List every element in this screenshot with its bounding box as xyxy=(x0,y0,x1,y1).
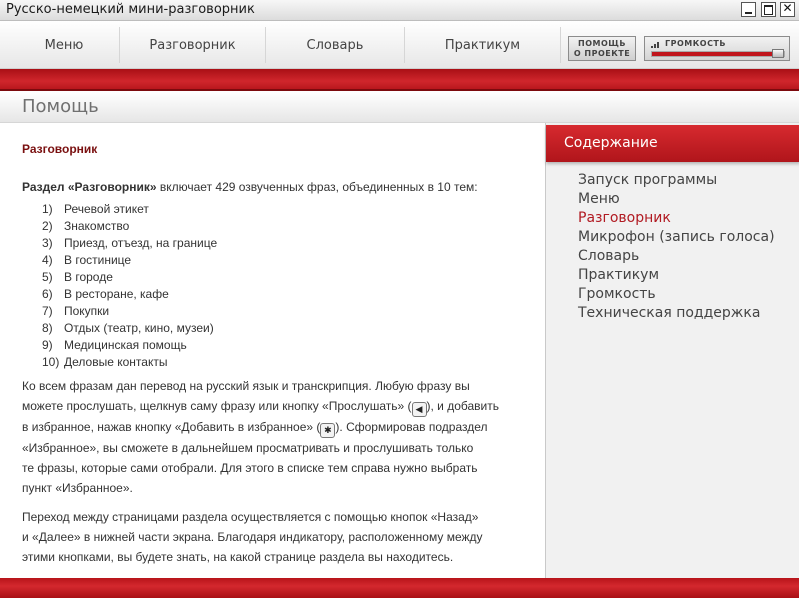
paragraph-line: пункт «Избранное». xyxy=(22,481,133,495)
toc-sidebar xyxy=(545,123,799,578)
topic-list xyxy=(42,201,217,371)
text-fragment: в избранное, нажав кнопку «Добавить в избранное» ( xyxy=(22,420,321,434)
intro-text xyxy=(22,180,478,194)
list-item xyxy=(42,269,217,286)
list-item xyxy=(42,354,217,371)
volume-slider-thumb[interactable] xyxy=(772,49,784,58)
list-item xyxy=(42,337,217,354)
window-titlebar xyxy=(0,0,799,21)
help-content xyxy=(0,123,544,578)
paragraph-line: те фразы, которые сами отобрали. Для этого в списке тем справа нужно выбрать xyxy=(22,461,478,475)
toc-item-practice[interactable]: Практикум xyxy=(578,267,660,283)
paragraph-line xyxy=(22,417,522,438)
list-item xyxy=(42,303,217,320)
toc-item-support[interactable]: Техническая поддержка xyxy=(578,305,761,321)
topic-number: 3) xyxy=(42,236,53,250)
topic-text: Медицинская помощь xyxy=(64,338,187,352)
page-header xyxy=(0,92,799,123)
menu-item-phrasebook[interactable]: Разговорник xyxy=(149,38,236,53)
topic-text: Покупки xyxy=(64,304,110,318)
topic-number: 8) xyxy=(42,321,53,335)
topic-number: 10) xyxy=(42,355,60,369)
paragraph-navigation xyxy=(22,507,522,567)
topic-text: В городе xyxy=(64,270,113,284)
intro-rest: включает 429 озвученных фраз, объединенных в 10 тем: xyxy=(156,180,478,194)
topic-number: 2) xyxy=(42,219,53,233)
toc-item-menu[interactable]: Меню xyxy=(578,191,620,207)
topic-text: Отдых (театр, кино, музеи) xyxy=(64,321,214,335)
topic-text: Речевой этикет xyxy=(64,202,149,216)
header-red-band xyxy=(0,69,799,91)
toc-item-launch[interactable]: Запуск программы xyxy=(578,172,718,188)
help-about-button[interactable] xyxy=(568,36,636,61)
menu-item-practice[interactable]: Практикум xyxy=(444,38,521,53)
paragraph-line xyxy=(22,396,522,417)
paragraph-line: этими кнопками, вы будете знать, на какой странице раздела вы находитесь. xyxy=(22,550,454,564)
topic-text: В гостинице xyxy=(64,253,132,267)
toc-header xyxy=(546,125,799,162)
volume-label: ГРОМКОСТЬ xyxy=(665,39,726,48)
section-title: Разговорник xyxy=(22,142,98,156)
topic-number: 1) xyxy=(42,202,53,216)
topic-text: Деловые контакты xyxy=(64,355,168,369)
text-fragment: можете прослушать, щелкнув саму фразу или кнопку «Прослушать» ( xyxy=(22,399,412,413)
volume-slider-track[interactable] xyxy=(651,51,785,57)
close-button[interactable] xyxy=(780,2,795,17)
topic-number: 7) xyxy=(42,304,53,318)
topic-number: 6) xyxy=(42,287,53,301)
about-label: О ПРОЕКТЕ xyxy=(573,49,631,58)
volume-control[interactable] xyxy=(644,36,790,61)
toc-item-microphone[interactable]: Микрофон (запись голоса) xyxy=(578,229,775,245)
toc-title: Содержание xyxy=(564,135,658,151)
paragraph-translation xyxy=(22,376,522,498)
toc-item-volume[interactable]: Громкость xyxy=(578,286,656,302)
volume-level-fill xyxy=(652,52,784,56)
play-icon: ◀ xyxy=(412,402,427,417)
toc-list xyxy=(578,171,775,323)
toc-item-dictionary[interactable]: Словарь xyxy=(578,248,640,264)
intro-bold: Раздел «Разговорник» xyxy=(22,180,157,194)
topic-text: Приезд, отъезд, на границе xyxy=(64,236,218,250)
list-item xyxy=(42,286,217,303)
topic-text: В ресторане, кафе xyxy=(64,287,169,301)
minimize-button[interactable] xyxy=(741,2,756,17)
maximize-button[interactable] xyxy=(761,2,776,17)
page-title: Помощь xyxy=(22,96,99,117)
list-item xyxy=(42,201,217,218)
list-item xyxy=(42,320,217,337)
paragraph-line: Переход между страницами раздела осуществляется с помощью кнопок «Назад» xyxy=(22,510,479,524)
list-item xyxy=(42,252,217,269)
topic-text: Знакомство xyxy=(64,219,130,233)
text-fragment: ). Сформировав подраздел xyxy=(335,420,488,434)
volume-bars-icon xyxy=(651,40,661,48)
list-item xyxy=(42,218,217,235)
close-icon: ✕ xyxy=(782,1,793,15)
paragraph-line: и «Далее» в нижней части экрана. Благодаря индикатору, расположенному между xyxy=(22,530,483,544)
list-item xyxy=(42,235,217,252)
text-fragment: ), и добавить xyxy=(426,399,499,413)
help-label: ПОМОЩЬ xyxy=(578,39,626,48)
footer-red-band xyxy=(0,578,799,598)
menu-item-dictionary[interactable]: Словарь xyxy=(306,38,364,53)
main-menu-bar xyxy=(0,21,799,69)
paragraph-line: «Избранное», вы сможете в дальнейшем просматривать и прослушивать только xyxy=(22,441,474,455)
window-title: Русско-немецкий мини-разговорник xyxy=(6,2,255,17)
paragraph-line: Ко всем фразам дан перевод на русский язык и транскрипция. Любую фразу вы xyxy=(22,379,470,393)
menu-divider xyxy=(560,27,561,63)
topic-number: 5) xyxy=(42,270,53,284)
menu-item-menu[interactable]: Меню xyxy=(44,38,84,53)
topic-number: 9) xyxy=(42,338,53,352)
star-icon: ✱ xyxy=(320,423,335,438)
topic-number: 4) xyxy=(42,253,53,267)
toc-item-phrasebook[interactable]: Разговорник xyxy=(578,210,671,226)
